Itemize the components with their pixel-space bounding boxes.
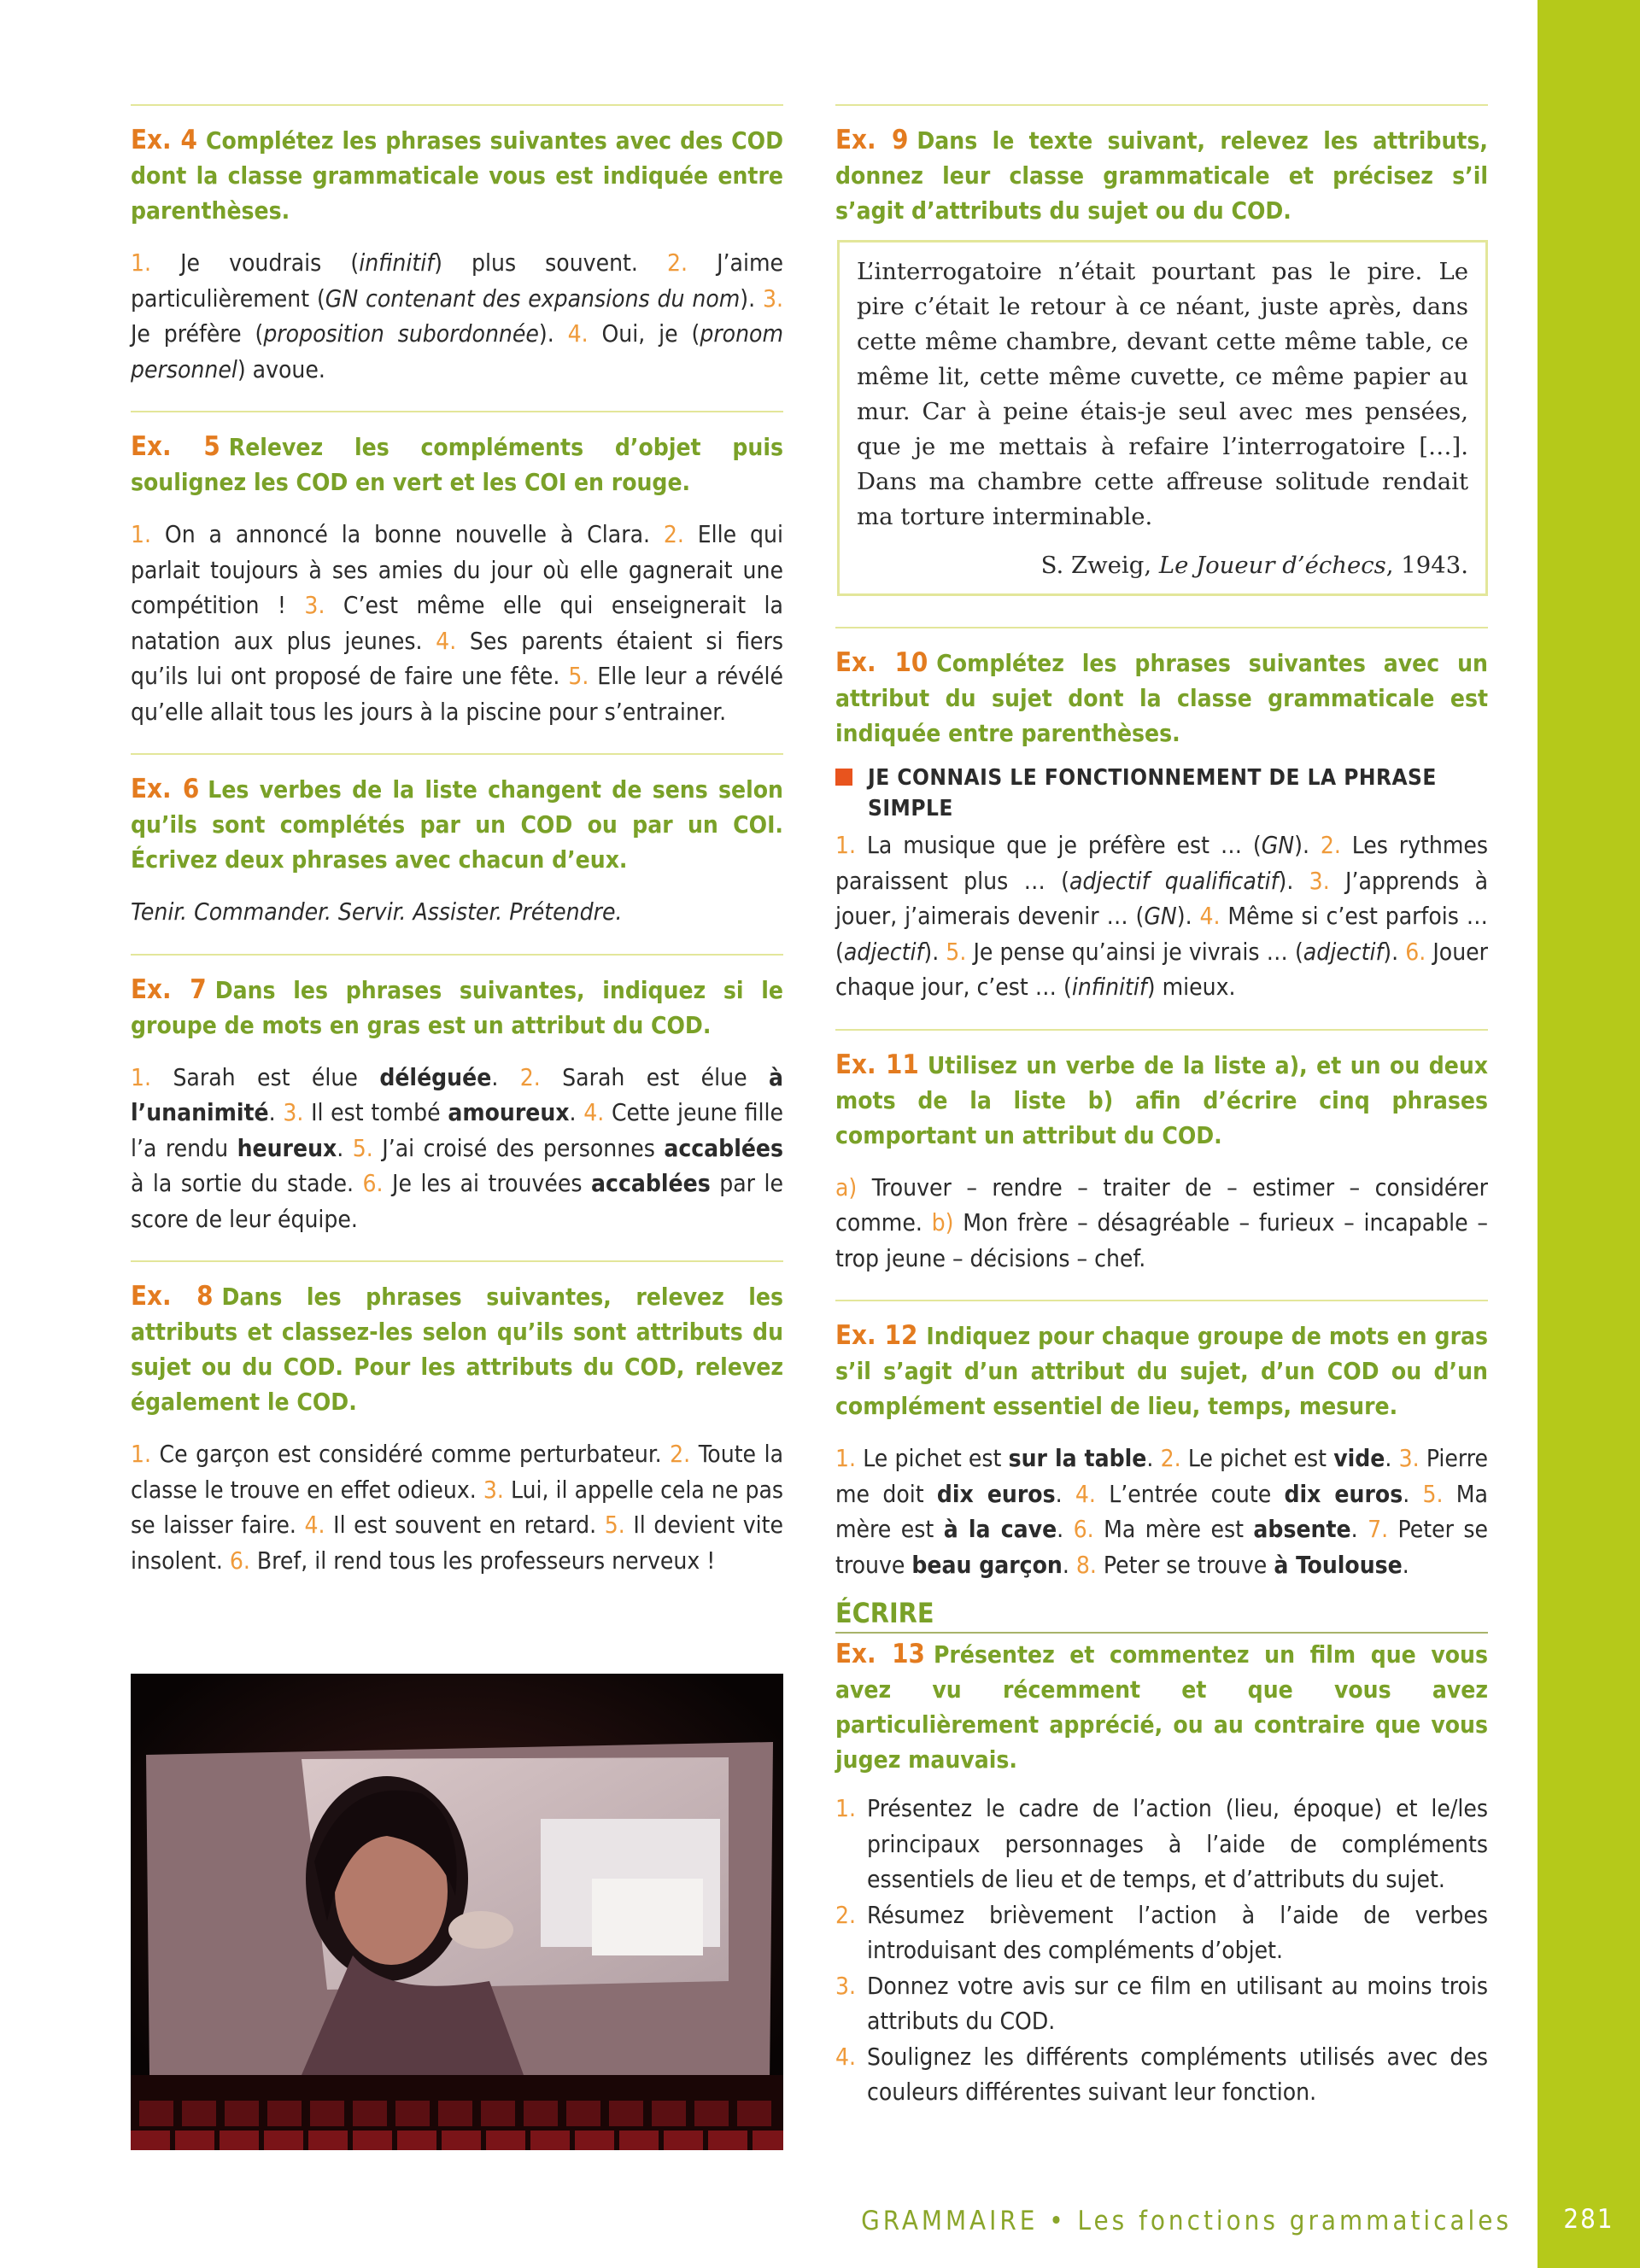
footer-chapter: Les fonctions grammaticales (1077, 2206, 1512, 2236)
exercise-title (835, 123, 1488, 228)
item-text: par le score de leur équipe. (131, 1169, 784, 1233)
item-text: Même si c’est parfois … ( (835, 902, 1488, 966)
item-italic: infinitif (1071, 973, 1147, 1001)
exercise-number: Ex. 10 (835, 647, 928, 678)
item-text: Mon frère – désagréable – furieux – incapable – trop jeune – décisions – chef. (835, 1208, 1489, 1272)
item-number: 3. (835, 1971, 857, 2000)
exercise-body (835, 827, 1488, 1005)
item-bold: amoureux (448, 1098, 570, 1126)
item-italic: GN contenant des expansions du nom (325, 284, 741, 313)
item-number: 8. (1075, 1550, 1097, 1579)
item-number: 6. (1405, 937, 1426, 966)
item-number: 4. (583, 1098, 605, 1126)
item-number: 2. (1320, 831, 1341, 859)
exercise-number: Ex. 5 (131, 431, 220, 462)
item-text: . (1385, 1444, 1392, 1472)
exercise-13 (835, 1637, 1488, 2110)
item-number: 1. (835, 831, 857, 859)
item-number: 1. (835, 1444, 857, 1472)
item-text: Sarah est élue (562, 1062, 770, 1091)
item-number: 5. (946, 937, 967, 966)
item-number: 1. (131, 1440, 152, 1468)
item-bold: accablées (591, 1169, 711, 1197)
exercise-number: Ex. 12 (835, 1320, 918, 1351)
writing-steps (835, 1791, 1488, 2110)
item-number: 7. (1368, 1515, 1389, 1543)
item-text: Peter se trouve (835, 1515, 1489, 1579)
item-text: ). (923, 937, 940, 966)
item-text: Elle leur a révélé qu’elle allait tous les jours à la piscine pour s’entrainer. (131, 662, 783, 726)
exercise-body (835, 1441, 1488, 1582)
footer-bullet: • (1049, 2206, 1067, 2236)
item-number: 2. (519, 1062, 541, 1091)
exercise-title (131, 430, 783, 500)
exercise-7 (131, 954, 783, 1237)
item-text: Toute la classe le trouve en effet odieux. (131, 1440, 784, 1504)
item-text: . (569, 1098, 577, 1126)
item-text: ). (538, 319, 554, 348)
subheading-text: JE CONNAIS LE FONCTIONNEMENT DE LA PHRASE SIMPLE (868, 765, 1437, 821)
item-bold: accablées (664, 1133, 784, 1162)
item-text: ). (1278, 866, 1294, 895)
item-number: 3. (283, 1098, 304, 1126)
item-text: . (1403, 1479, 1410, 1508)
item-italic: infinitif (359, 248, 435, 277)
item-text: ) mieux. (1146, 973, 1236, 1001)
exercise-4 (131, 104, 783, 387)
item-bold: à l’unanimité (131, 1062, 784, 1126)
item-text: Ce garçon est considéré comme perturbateur. (159, 1440, 662, 1468)
right-column (835, 104, 1488, 2134)
item-number: 2. (670, 1440, 691, 1468)
exercise-body (131, 245, 783, 387)
item-bold: à Toulouse (1274, 1550, 1403, 1579)
cinema-photo (131, 1674, 783, 2150)
item-number: 6. (1073, 1515, 1094, 1543)
exercise-body (131, 1436, 783, 1578)
exercise-5 (131, 411, 783, 729)
list-item (835, 1897, 1488, 1968)
left-column (131, 104, 783, 1602)
item-number: 2. (663, 520, 684, 548)
cinema-photo-illustration (131, 1674, 783, 2150)
exercise-8 (131, 1260, 783, 1578)
item-text: Peter se trouve (1103, 1550, 1274, 1579)
item-number: 4. (436, 626, 457, 655)
excerpt-text: L’interrogatoire n’était pourtant pas le pire. Le pire c’était le retour à ce néant, juste après, dans cette même chambre, devant cette même table, ce même lit, cette même cuvette, ce même papier au mur. Car à peine étais-je seul avec mes pensées, que je me mettais à refaire l’interrogatoire […]. Dans ma chambre cette affreuse solitude rendait ma torture interminable. (857, 258, 1468, 530)
footer-section: GRAMMAIRE (861, 2206, 1039, 2236)
item-italic: adjectif (1303, 937, 1384, 966)
item-number: 4. (835, 2042, 857, 2071)
item-text: . (1402, 1550, 1409, 1579)
item-number: 3. (483, 1475, 504, 1504)
list-item (835, 1968, 1488, 2039)
literary-excerpt (837, 240, 1488, 596)
item-number: a) (835, 1172, 858, 1201)
item-text: Ses parents étaient si fiers qu’ils lui ont proposé de faire une fête. (131, 626, 784, 690)
item-text: ). (1383, 937, 1399, 966)
item-text: Soulignez les différents compléments utilisés avec des couleurs différentes suivant leur fonction. (867, 2042, 1488, 2106)
item-text: . (1146, 1444, 1154, 1472)
exercise-instruction: Dans les phrases suivantes, indiquez si le groupe de mots en gras est un attribut du COD. (131, 975, 783, 1039)
item-text: Je préfère ( (131, 319, 264, 348)
item-bold: beau garçon (911, 1550, 1063, 1579)
item-number: 4. (304, 1511, 325, 1539)
exercise-number: Ex. 11 (835, 1049, 919, 1080)
item-bold: heureux (237, 1133, 337, 1162)
exercise-9 (835, 104, 1488, 596)
item-number: 3. (304, 591, 325, 619)
item-text: Ma mère est (835, 1479, 1488, 1543)
square-bullet-icon (835, 769, 852, 786)
item-text: ). (740, 284, 756, 313)
excerpt-source (857, 548, 1468, 583)
item-number: 6. (229, 1546, 250, 1575)
item-bold: dix euros (1284, 1479, 1403, 1508)
page-side-band (1538, 0, 1640, 2268)
exercise-title (131, 123, 783, 228)
item-number: 1. (131, 1062, 152, 1091)
item-text: ) plus souvent. (434, 248, 638, 277)
item-text: J’aime particulièrement ( (131, 248, 784, 313)
item-text: à la sortie du stade. (131, 1169, 354, 1197)
exercise-instruction: Complétez les phrases suivantes avec un attribut du sujet dont la classe grammaticale est indiquée entre parenthèses. (835, 649, 1488, 747)
item-number: 5. (1422, 1479, 1444, 1508)
item-text: La musique que je préfère est … ( (866, 831, 1262, 859)
list-item (835, 1791, 1488, 1897)
exercise-body (131, 517, 783, 729)
item-number: 3. (1309, 866, 1330, 895)
item-text: . (1062, 1550, 1069, 1579)
exercise-number: Ex. 9 (835, 125, 909, 155)
item-text: Elle qui parlait toujours à ses amies du jour où elle gagnerait une compétition ! (131, 520, 784, 619)
item-text: Il est souvent en retard. (333, 1511, 597, 1539)
item-text: Trouver – rendre – traiter de – estimer – considérer comme. (835, 1172, 1489, 1236)
exercise-11 (835, 1029, 1488, 1277)
item-number: 5. (604, 1511, 625, 1539)
item-italic: proposition subordonnée (263, 319, 539, 348)
item-text: . (337, 1133, 344, 1162)
item-number: b) (931, 1208, 954, 1236)
item-text: ). (1176, 902, 1192, 930)
exercise-title (131, 973, 783, 1043)
item-text: ) avoue. (237, 354, 325, 383)
item-italic: adjectif qualificatif (1069, 866, 1279, 895)
running-footer (861, 2206, 1512, 2236)
item-text: Bref, il rend tous les professeurs nerveux ! (256, 1546, 716, 1575)
exercise-instruction: Relevez les compléments d’objet puis soulignez les COD en vert et les COI en rouge. (131, 433, 783, 496)
exercise-number: Ex. 4 (131, 125, 197, 155)
item-text: J’apprends à jouer, j’aimerais devenir … ( (835, 866, 1488, 930)
item-number: 2. (667, 248, 688, 277)
exercise-title (835, 646, 1488, 751)
source-year: , 1943. (1385, 552, 1468, 579)
item-text: Les rythmes paraissent plus … ( (835, 831, 1488, 895)
item-number: 5. (568, 662, 589, 690)
source-author: S. Zweig, (1040, 552, 1159, 579)
item-number: 4. (1199, 902, 1221, 930)
exercise-12 (835, 1300, 1488, 1582)
item-bold: dix euros (936, 1479, 1056, 1508)
item-italic: pronom personnel (131, 319, 783, 383)
item-number: 4. (567, 319, 589, 348)
item-bold: vide (1333, 1444, 1385, 1472)
item-number: 5. (352, 1133, 373, 1162)
item-text: J’ai croisé des personnes (382, 1133, 665, 1162)
item-number: 2. (1160, 1444, 1181, 1472)
item-text: Pierre me doit (835, 1444, 1489, 1508)
exercise-body (835, 1170, 1488, 1277)
exercise-body (131, 1060, 783, 1237)
item-number: 4. (1075, 1479, 1096, 1508)
item-text: ). (1294, 831, 1309, 859)
item-number: 2. (835, 1900, 857, 1929)
item-text: . (268, 1098, 276, 1126)
item-text: On a annoncé la bonne nouvelle à Clara. (164, 520, 651, 548)
item-text: Donnez votre avis sur ce film en utilisant au moins trois attributs du COD. (867, 1971, 1488, 2035)
exercise-title (131, 772, 783, 877)
exercise-instruction: Indiquez pour chaque groupe de mots en gras s’il s’agit d’un attribut du sujet, d’un COD ou d’un complément essentiel de lieu, temps, mesure. (835, 1322, 1488, 1420)
competency-subheading (835, 763, 1488, 824)
item-text: C’est même elle qui enseignerait la natation aux plus jeunes. (131, 591, 783, 655)
exercise-6 (131, 753, 783, 930)
item-text: Le pichet est (863, 1444, 1009, 1472)
item-text: Je les ai trouvées (392, 1169, 592, 1197)
item-number: 1. (131, 248, 152, 277)
item-text: Oui, je ( (601, 319, 700, 348)
item-italic: GN (1261, 831, 1295, 859)
exercise-10 (835, 627, 1488, 1005)
item-bold: absente (1253, 1515, 1351, 1543)
exercise-number: Ex. 13 (835, 1639, 925, 1669)
item-text: Ma mère est (1104, 1515, 1254, 1543)
exercise-instruction: Les verbes de la liste changent de sens selon qu’ils sont complétés par un COD ou par un COI. Écrivez deux phrases avec chacun d’eux. (131, 775, 783, 874)
item-text: Sarah est élue (173, 1062, 380, 1091)
item-bold: sur la table (1008, 1444, 1147, 1472)
exercise-number: Ex. 6 (131, 774, 200, 804)
exercise-instruction: Dans le texte suivant, relevez les attributs, donnez leur classe grammaticale et précisez s’il s’agit d’attributs du sujet ou du COD. (835, 126, 1489, 225)
item-bold: déléguée (379, 1062, 492, 1091)
item-text: Je voudrais ( (180, 248, 360, 277)
item-text: Je pense qu’ainsi je vivrais … ( (973, 937, 1303, 966)
item-text: Présentez le cadre de l’action (lieu, époque) et le/les principaux personnages à l’aide de compléments essentiels de lieu et de temps, et d’attributs du sujet. (867, 1794, 1488, 1893)
item-text: . (491, 1062, 499, 1091)
page-number: 281 (1563, 2204, 1614, 2235)
item-text: Le pichet est (1187, 1444, 1334, 1472)
item-text: L’entrée coute (1109, 1479, 1285, 1508)
item-text: . (1057, 1515, 1064, 1543)
section-heading-ecrire: ÉCRIRE (835, 1591, 1488, 1634)
item-text: Lui, il appelle cela ne pas se laisser faire. (131, 1475, 784, 1539)
exercise-title (835, 1048, 1488, 1153)
exercise-number: Ex. 7 (131, 973, 207, 1005)
exercise-instruction: Présentez et commentez un film que vous avez vu récemment et que vous avez particulièrement apprécié, ou au contraire que vous jugez mauvais. (835, 1640, 1488, 1774)
verb-list: Tenir. Commander. Servir. Assister. Prétendre. (131, 897, 623, 926)
item-text: Il est tombé (311, 1098, 448, 1126)
exercise-title (835, 1318, 1488, 1423)
item-italic: GN (1144, 902, 1177, 930)
item-text: . (1055, 1479, 1063, 1508)
item-text: Il devient vite insolent. (131, 1511, 784, 1575)
item-italic: adjectif (843, 937, 924, 966)
exercise-number: Ex. 8 (131, 1281, 214, 1312)
exercise-instruction: Complétez les phrases suivantes avec des COD dont la classe grammaticale vous est indiquée entre parenthèses. (131, 126, 783, 225)
item-number: 3. (762, 284, 784, 313)
item-text: . (1350, 1515, 1358, 1543)
item-number: 6. (362, 1169, 384, 1197)
item-text: Cette jeune fille l’a rendu (131, 1098, 783, 1162)
item-number: 3. (1398, 1444, 1420, 1472)
list-item (835, 2039, 1488, 2110)
item-number: 1. (131, 520, 152, 548)
item-text: Résumez brièvement l’action à l’aide de verbes introduisant des compléments d’objet. (867, 1900, 1488, 1964)
exercise-instruction: Dans les phrases suivantes, relevez les attributs et classez-les selon qu’ils sont attributs du sujet ou du COD. Pour les attributs du COD, relevez également le COD. (131, 1283, 784, 1416)
item-number: 1. (835, 1794, 857, 1822)
exercise-title (131, 1279, 783, 1419)
item-text: Jouer chaque jour, c’est … ( (835, 937, 1489, 1001)
exercise-instruction: Utilisez un verbe de la liste a), et un ou deux mots de la liste b) afin d’écrire cinq phrases comportant un attribut du COD. (835, 1050, 1488, 1149)
source-title: Le Joueur d’échecs (1158, 552, 1386, 579)
exercise-title (835, 1637, 1488, 1777)
item-bold: à la cave (943, 1515, 1057, 1543)
